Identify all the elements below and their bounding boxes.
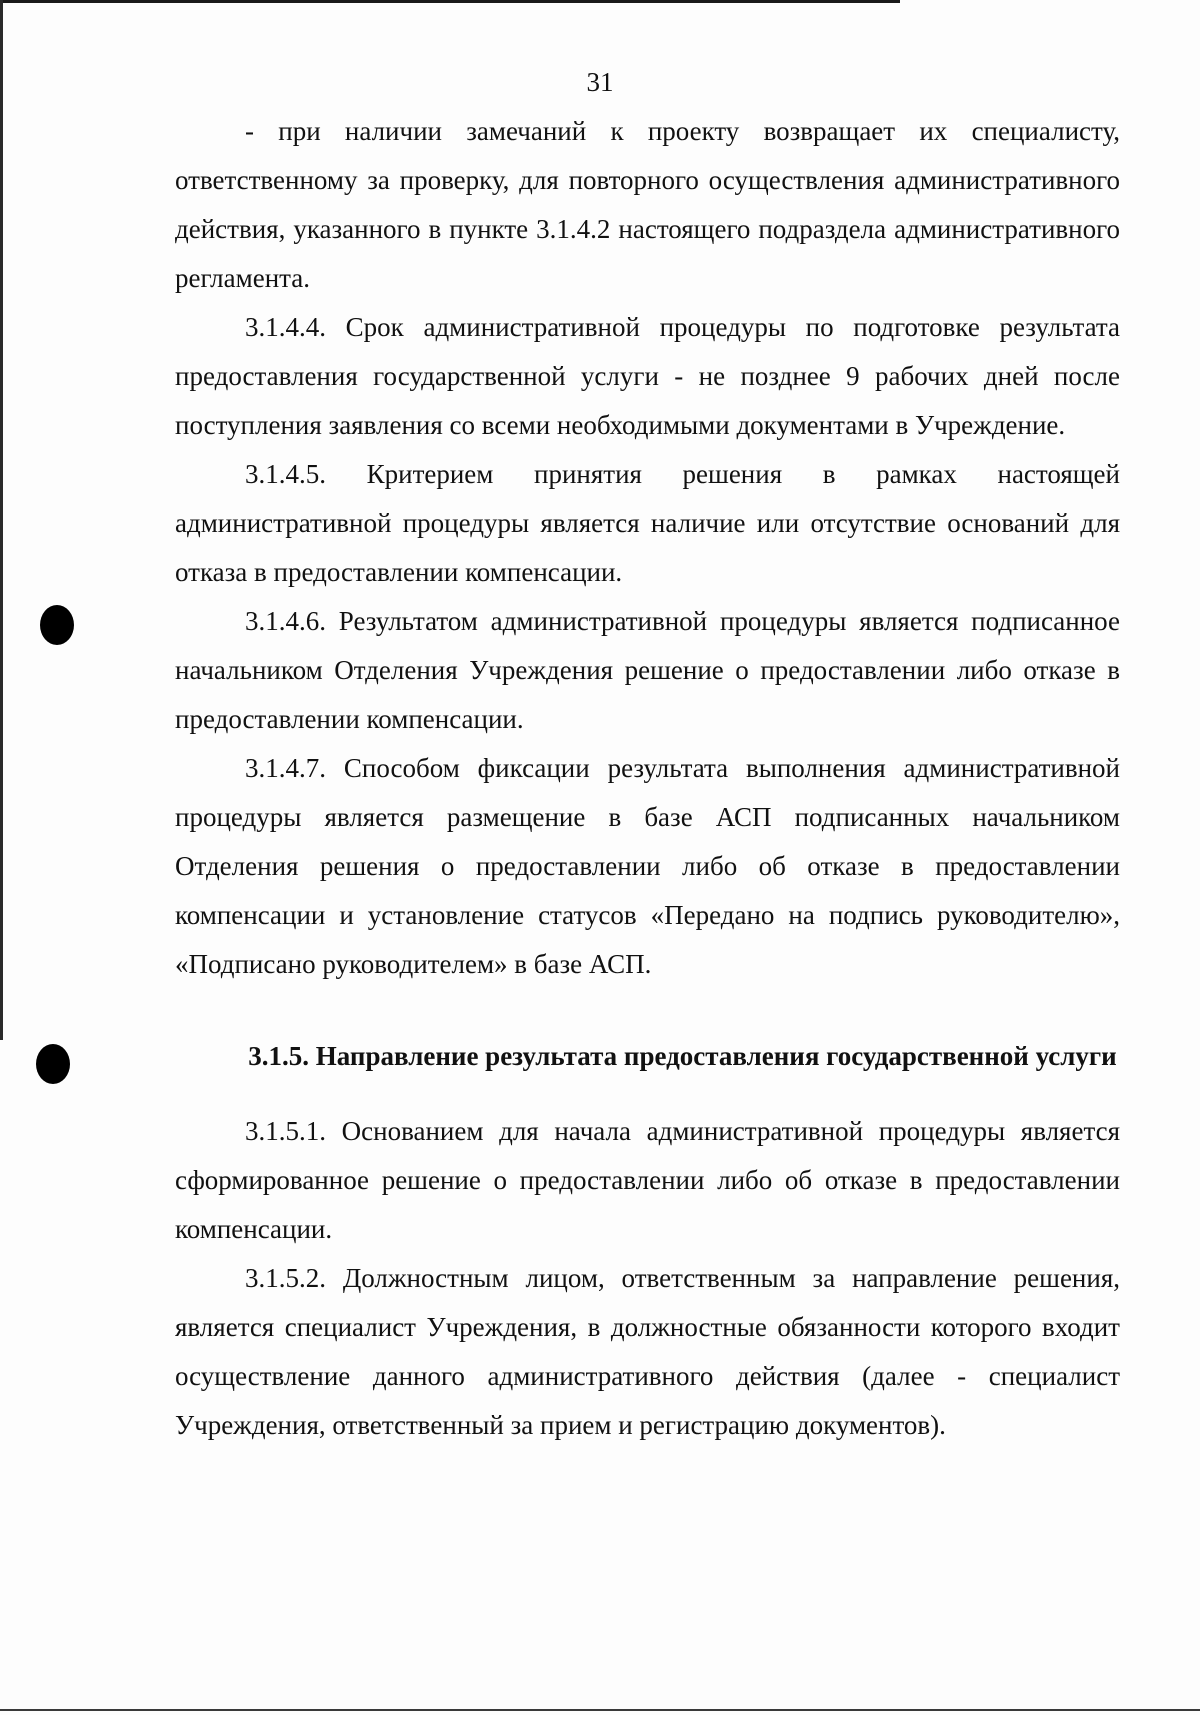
scan-bottom-edge (0, 1709, 1200, 1711)
document-body (175, 107, 1120, 1450)
scan-top-edge (0, 0, 900, 3)
paragraph-3-1-5-1: 3.1.5.1. Основанием для начала административной процедуры является сформированное решение о предоставлении либо об отказе в предоставлении компенсации. (175, 1116, 1120, 1244)
paragraph-remarks-return: - при наличии замечаний к проекту возвращает их специалисту, ответственному за проверку, для повторного осуществления административного действия, указанного в пункте 3.1.4.2 настоящего подраздела административного регламента. (175, 116, 1120, 293)
paragraph-3-1-4-4: 3.1.4.4. Срок административной процедуры по подготовке результата предоставления государственной услуги - не позднее 9 рабочих дней после поступления заявления со всеми необходимыми документами в Учреждение. (175, 312, 1120, 440)
punch-hole-lower (36, 1044, 70, 1084)
paragraph-3-1-4-6: 3.1.4.6. Результатом административной процедуры является подписанное начальником Отделения Учреждения решение о предоставлении либо отказе в предоставлении компенсации. (175, 606, 1120, 734)
paragraph-3-1-4-5: 3.1.4.5. Критерием принятия решения в рамках настоящей административной процедуры является наличие или отсутствие оснований для отказа в предоставлении компенсации. (175, 459, 1120, 587)
paragraph-3-1-5-2: 3.1.5.2. Должностным лицом, ответственным за направление решения, является специалист Учреждения, в должностные обязанности которого входит осуществление данного административного действия (далее - специалист Учреждения, ответственный за прием и регистрацию документов). (175, 1263, 1120, 1440)
punch-hole-upper (40, 605, 74, 645)
section-heading-3-1-5: 3.1.5. Направление результата предоставления государственной услуги (248, 1041, 1117, 1071)
page-number: 31 (586, 67, 614, 97)
paragraph-3-1-4-7: 3.1.4.7. Способом фиксации результата выполнения административной процедуры является размещение в базе АСП подписанных начальником Отделения решения о предоставлении либо об отказе в предоставлении компенсации и установление статусов «Передано на подпись руководителю», «Подписано руководителем» в базе АСП. (175, 753, 1120, 979)
scan-left-edge (0, 0, 3, 1040)
